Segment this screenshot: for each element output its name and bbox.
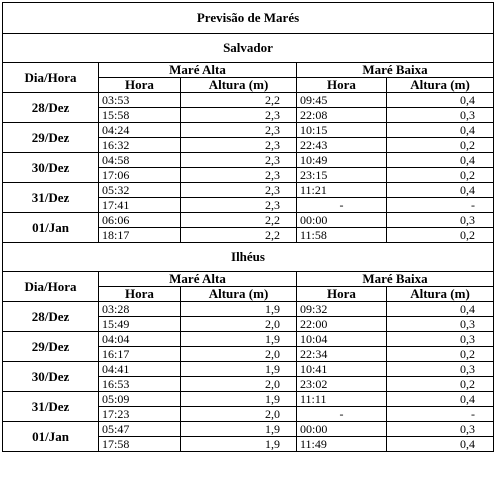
high-tide-height: 2,2	[181, 93, 297, 108]
mare-baixa-header: Maré Baixa	[297, 63, 494, 78]
high-tide-time: 06:06	[99, 213, 181, 228]
low-tide-height: 0,3	[387, 332, 494, 347]
high-tide-height: 1,9	[181, 362, 297, 377]
low-tide-height: 0,4	[387, 93, 494, 108]
low-tide-height: 0,4	[387, 392, 494, 407]
high-tide-time: 05:09	[99, 392, 181, 407]
high-tide-height: 1,9	[181, 332, 297, 347]
high-tide-time: 16:53	[99, 377, 181, 392]
dia-hora-header: Dia/Hora	[3, 272, 99, 302]
low-tide-time: 23:02	[297, 377, 387, 392]
high-tide-height: 1,9	[181, 437, 297, 452]
high-tide-height: 2,3	[181, 198, 297, 213]
high-tide-time: 18:17	[99, 228, 181, 243]
high-tide-height: 2,3	[181, 108, 297, 123]
high-tide-height: 2,0	[181, 377, 297, 392]
table-row	[3, 153, 494, 168]
low-tide-time: 11:49	[297, 437, 387, 452]
day-label: 01/Jan	[3, 213, 99, 243]
city-name: Salvador	[3, 34, 494, 63]
altura-header: Altura (m)	[181, 78, 297, 93]
low-tide-height: 0,2	[387, 168, 494, 183]
hora-header: Hora	[99, 287, 181, 302]
table-title: Previsão de Marés	[3, 3, 494, 34]
low-tide-time: 22:00	[297, 317, 387, 332]
low-tide-time: 23:15	[297, 168, 387, 183]
low-tide-time: 10:15	[297, 123, 387, 138]
high-tide-height: 2,3	[181, 168, 297, 183]
high-tide-time: 17:06	[99, 168, 181, 183]
tide-table	[2, 2, 494, 452]
high-tide-time: 16:32	[99, 138, 181, 153]
high-tide-height: 1,9	[181, 422, 297, 437]
low-tide-time: 10:49	[297, 153, 387, 168]
low-tide-height: 0,3	[387, 317, 494, 332]
low-tide-height: 0,4	[387, 302, 494, 317]
low-tide-time: 22:43	[297, 138, 387, 153]
city-name: Ilhéus	[3, 243, 494, 272]
high-tide-height: 2,3	[181, 153, 297, 168]
low-tide-height: 0,3	[387, 422, 494, 437]
low-tide-height: 0,4	[387, 153, 494, 168]
high-tide-time: 15:49	[99, 317, 181, 332]
hora-header: Hora	[99, 78, 181, 93]
low-tide-time: 09:32	[297, 302, 387, 317]
city-row	[3, 243, 494, 272]
low-tide-time: 10:41	[297, 362, 387, 377]
high-tide-time: 05:32	[99, 183, 181, 198]
low-tide-height: 0,2	[387, 347, 494, 362]
altura-header: Altura (m)	[387, 287, 494, 302]
low-tide-height: 0,3	[387, 362, 494, 377]
low-tide-time: 10:04	[297, 332, 387, 347]
high-tide-time: 04:24	[99, 123, 181, 138]
low-tide-height: -	[387, 407, 494, 422]
low-tide-time: 11:21	[297, 183, 387, 198]
low-tide-height: -	[387, 198, 494, 213]
high-tide-time: 15:58	[99, 108, 181, 123]
city-row	[3, 34, 494, 63]
day-label: 29/Dez	[3, 123, 99, 153]
day-label: 31/Dez	[3, 183, 99, 213]
day-label: 29/Dez	[3, 332, 99, 362]
day-label: 28/Dez	[3, 93, 99, 123]
table-row	[3, 422, 494, 437]
high-tide-time: 17:58	[99, 437, 181, 452]
high-tide-height: 1,9	[181, 302, 297, 317]
high-tide-time: 03:28	[99, 302, 181, 317]
hora-header: Hora	[297, 78, 387, 93]
high-tide-time: 16:17	[99, 347, 181, 362]
low-tide-time: 00:00	[297, 422, 387, 437]
high-tide-time: 03:53	[99, 93, 181, 108]
low-tide-time: -	[297, 407, 387, 422]
table-row	[3, 123, 494, 138]
table-row	[3, 392, 494, 407]
low-tide-height: 0,3	[387, 213, 494, 228]
mare-alta-header: Maré Alta	[99, 63, 297, 78]
low-tide-height: 0,3	[387, 108, 494, 123]
high-tide-time: 04:04	[99, 332, 181, 347]
hora-header: Hora	[297, 287, 387, 302]
altura-header: Altura (m)	[181, 287, 297, 302]
high-tide-height: 2,2	[181, 213, 297, 228]
high-tide-height: 2,3	[181, 183, 297, 198]
low-tide-time: 11:11	[297, 392, 387, 407]
high-tide-height: 2,0	[181, 347, 297, 362]
high-tide-time: 17:23	[99, 407, 181, 422]
low-tide-time: 00:00	[297, 213, 387, 228]
low-tide-time: 09:45	[297, 93, 387, 108]
low-tide-height: 0,2	[387, 228, 494, 243]
tide-forecast-document	[2, 2, 493, 452]
high-tide-time: 17:41	[99, 198, 181, 213]
table-row	[3, 362, 494, 377]
high-tide-height: 1,9	[181, 392, 297, 407]
table-row	[3, 302, 494, 317]
table-row	[3, 332, 494, 347]
low-tide-height: 0,4	[387, 437, 494, 452]
low-tide-time: 11:58	[297, 228, 387, 243]
high-tide-time: 04:41	[99, 362, 181, 377]
header-row	[3, 272, 494, 287]
low-tide-height: 0,2	[387, 377, 494, 392]
low-tide-height: 0,4	[387, 183, 494, 198]
high-tide-height: 2,0	[181, 407, 297, 422]
day-label: 31/Dez	[3, 392, 99, 422]
high-tide-time: 05:47	[99, 422, 181, 437]
table-row	[3, 93, 494, 108]
mare-alta-header: Maré Alta	[99, 272, 297, 287]
low-tide-height: 0,4	[387, 123, 494, 138]
day-label: 01/Jan	[3, 422, 99, 452]
dia-hora-header: Dia/Hora	[3, 63, 99, 93]
low-tide-time: 22:34	[297, 347, 387, 362]
day-label: 28/Dez	[3, 302, 99, 332]
high-tide-height: 2,2	[181, 228, 297, 243]
low-tide-time: -	[297, 198, 387, 213]
mare-baixa-header: Maré Baixa	[297, 272, 494, 287]
header-row	[3, 63, 494, 78]
high-tide-height: 2,3	[181, 138, 297, 153]
high-tide-height: 2,0	[181, 317, 297, 332]
high-tide-time: 04:58	[99, 153, 181, 168]
high-tide-height: 2,3	[181, 123, 297, 138]
day-label: 30/Dez	[3, 362, 99, 392]
altura-header: Altura (m)	[387, 78, 494, 93]
table-row	[3, 183, 494, 198]
low-tide-time: 22:08	[297, 108, 387, 123]
low-tide-height: 0,2	[387, 138, 494, 153]
day-label: 30/Dez	[3, 153, 99, 183]
table-row	[3, 213, 494, 228]
